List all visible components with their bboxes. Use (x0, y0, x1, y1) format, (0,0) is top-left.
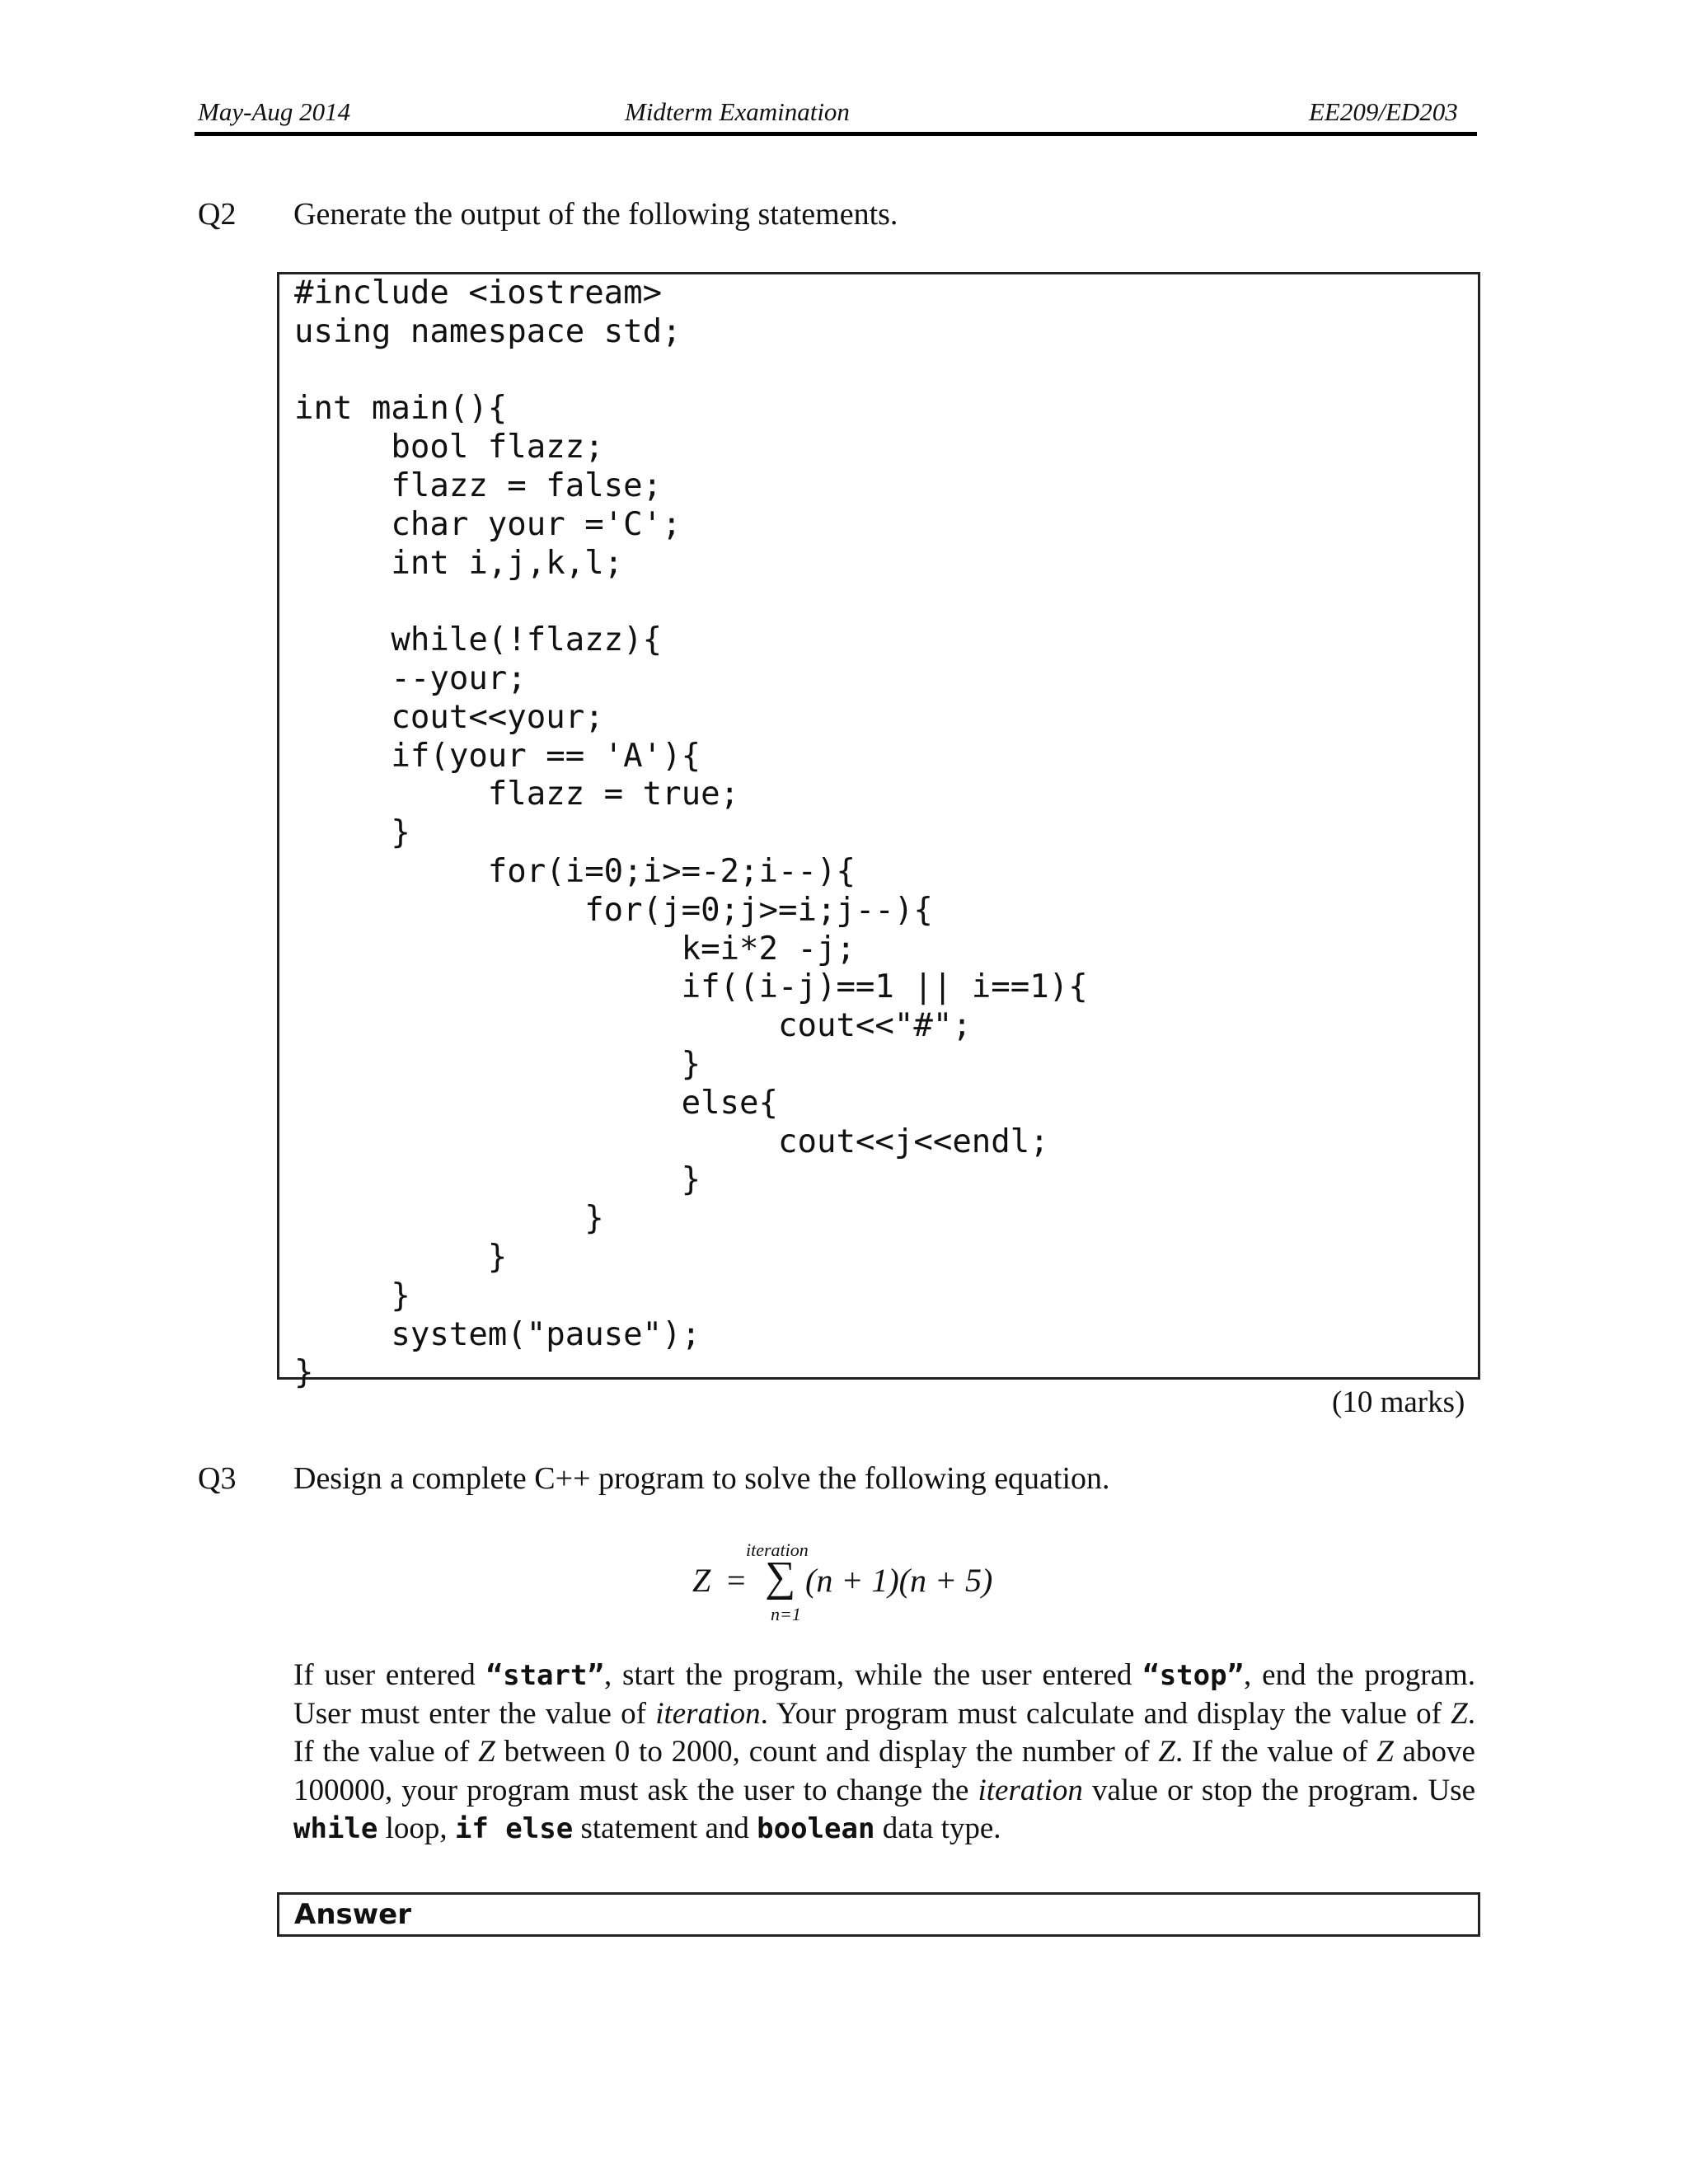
answer-label: Answer (294, 1898, 411, 1931)
answer-box[interactable] (277, 1892, 1480, 1937)
q2-code-box (277, 272, 1480, 1392)
header-right: EE209/ED203 (1309, 97, 1458, 126)
equation-equals: = (727, 1562, 746, 1599)
q2-marks: (10 marks) (1332, 1385, 1465, 1419)
q3-text: Design a complete C++ program to solve the following equation. (293, 1461, 1110, 1496)
equation-lhs: Z (692, 1562, 711, 1599)
keyword-while: while (293, 1812, 378, 1845)
equation-lower-limit: n=1 (771, 1604, 801, 1624)
q3-paragraph: If user entered “start”, start the program, while the user entered “stop”, end the program. User must enter the value of iteration. Your program must calculate and display the value of Z. If the value of Z between 0 to 2000, count and display the number of Z. If the value of Z above 100000, your program must ask the user to change the iteration value or stop the program. Use while loop, if else statement and boolean data type. (293, 1658, 1475, 1845)
keyword-if-else: if else (454, 1812, 574, 1845)
header-center: Midterm Examination (625, 97, 850, 126)
q3-number: Q3 (198, 1461, 237, 1496)
q2-number: Q2 (198, 197, 237, 232)
keyword-stop: “stop” (1142, 1659, 1245, 1692)
header-rule (195, 132, 1477, 136)
equation-term: (n + 1)(n + 5) (805, 1562, 993, 1599)
equation-upper-limit: iteration (746, 1540, 809, 1560)
q2-code: #include <iostream> using namespace std; int main(){ bool flazz; flazz = false; char your ='C'; int i,j,k,l; while(!flazz){ --your; cout<<your; if(your == 'A'){ flazz = true; } for(i=0;i>=-2;i--){ for(j=0;j>=i;j--){ k=i*2 -j; if((i-j)==1 || i==1){ cout<<"#"; } else{ cout<<j<<endl; } } } } system("pause"); } (294, 274, 1088, 1392)
q2-text: Generate the output of the following statements. (293, 197, 898, 232)
header-left: May-Aug 2014 (198, 97, 351, 126)
keyword-boolean: boolean (757, 1812, 875, 1845)
equation-sum-symbol: ∑ (765, 1554, 796, 1601)
keyword-start: “start” (485, 1659, 604, 1692)
